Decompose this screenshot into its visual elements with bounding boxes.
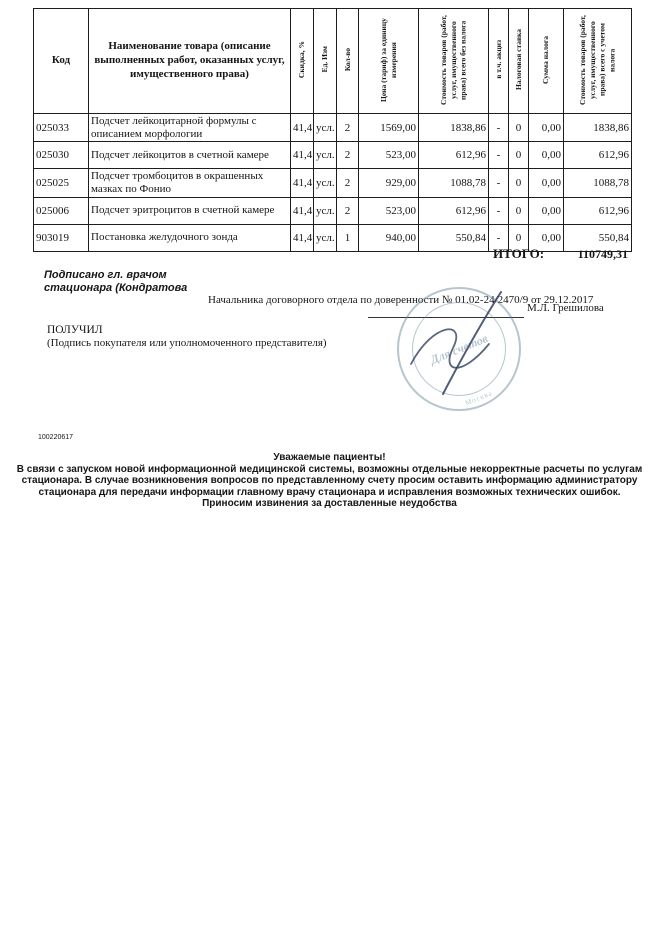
cell-tax-sum: 0,00 xyxy=(529,224,564,251)
header-discount xyxy=(291,9,314,114)
cell-tax-sum: 0,00 xyxy=(529,114,564,142)
cell-name: Подсчет тромбоцитов в окрашенных мазках по Фонио xyxy=(89,169,291,197)
attorney-title: Начальника договорного отдела по доверенности № 01.02-24/2470/9 от 29.12.2017 xyxy=(208,294,594,306)
cell-cost-with-tax: 550,84 xyxy=(564,224,632,251)
cell-unit: усл. xyxy=(314,142,337,169)
cell-tax-rate: 0 xyxy=(509,114,529,142)
cell-unit: усл. xyxy=(314,114,337,142)
cell-qty: 2 xyxy=(337,197,359,224)
cell-name: Постановка желудочного зонда xyxy=(89,224,291,251)
header-cost-no-tax-label: Стоимость товаров (работ, услуг, имущественного права) всего без налога xyxy=(438,14,468,105)
header-tax-sum xyxy=(529,9,564,114)
cell-discount: 41,4 xyxy=(291,197,314,224)
notice-closing: Приносим извинения за доставленные неудобства xyxy=(202,498,457,509)
header-tax-rate xyxy=(509,9,529,114)
header-code: Код xyxy=(34,9,89,114)
table-row xyxy=(34,197,632,224)
cell-qty: 1 xyxy=(337,224,359,251)
received-note: (Подпись покупателя или уполномоченного представителя) xyxy=(47,337,327,349)
cell-tax-sum: 0,00 xyxy=(529,142,564,169)
cell-code: 025033 xyxy=(34,114,89,142)
cell-cost-with-tax: 612,96 xyxy=(564,197,632,224)
header-qty xyxy=(337,9,359,114)
cell-discount: 41,4 xyxy=(291,169,314,197)
cell-cost-no-tax: 612,96 xyxy=(419,142,489,169)
header-discount-label: Скидка, % xyxy=(297,40,307,79)
header-unit-label: Ед. Изм xyxy=(320,46,330,73)
cell-price: 523,00 xyxy=(359,197,419,224)
cell-excise: - xyxy=(489,169,509,197)
cell-code: 025030 xyxy=(34,142,89,169)
header-unit xyxy=(314,9,337,114)
cell-code: 903019 xyxy=(34,224,89,251)
header-excise xyxy=(489,9,509,114)
cell-price: 1569,00 xyxy=(359,114,419,142)
header-price-label: Цена (тариф) за единицу измерения xyxy=(378,17,398,102)
cell-qty: 2 xyxy=(337,114,359,142)
header-name: Наименование товара (описание выполненных работ, оказанных услуг, имущественного права) xyxy=(89,9,291,114)
invoice-table-body xyxy=(34,114,632,252)
cell-cost-with-tax: 1088,78 xyxy=(564,169,632,197)
cell-tax-rate: 0 xyxy=(509,169,529,197)
cell-name: Подсчет лейкоцитов в счетной камере xyxy=(89,142,291,169)
invoice-table xyxy=(33,8,632,252)
total-value: 110749,31 xyxy=(577,247,628,261)
header-qty-label: Кол-во xyxy=(342,47,352,72)
header-price xyxy=(359,9,419,114)
cell-discount: 41,4 xyxy=(291,224,314,251)
stamp-center-text: Для счетов xyxy=(428,330,490,367)
cell-discount: 41,4 xyxy=(291,142,314,169)
header-tax-rate-label: Налоговая ставка xyxy=(513,29,523,90)
cell-tax-sum: 0,00 xyxy=(529,197,564,224)
cell-code: 025006 xyxy=(34,197,89,224)
cell-name: Подсчет эритроцитов в счетной камере xyxy=(89,197,291,224)
cell-cost-with-tax: 1838,86 xyxy=(564,114,632,142)
cell-excise: - xyxy=(489,142,509,169)
signed-by-block xyxy=(44,269,187,294)
round-stamp xyxy=(378,268,539,429)
cell-code: 025025 xyxy=(34,169,89,197)
document-code: 100220617 xyxy=(38,434,74,441)
cell-price: 523,00 xyxy=(359,142,419,169)
cell-discount: 41,4 xyxy=(291,114,314,142)
table-row xyxy=(34,114,632,142)
cell-tax-rate: 0 xyxy=(509,142,529,169)
cell-excise: - xyxy=(489,224,509,251)
cell-tax-sum: 0,00 xyxy=(529,169,564,197)
header-excise-label: в т.ч. акциз xyxy=(493,40,503,79)
stamp-rim-text: Москва xyxy=(464,389,494,408)
total-label: ИТОГО: xyxy=(493,246,545,261)
cell-tax-rate: 0 xyxy=(509,224,529,251)
cell-unit: усл. xyxy=(314,224,337,251)
cell-tax-rate: 0 xyxy=(509,197,529,224)
attorney-name: М.Л. Грешилова xyxy=(527,302,604,314)
cell-excise: - xyxy=(489,114,509,142)
cell-unit: усл. xyxy=(314,169,337,197)
cell-price: 929,00 xyxy=(359,169,419,197)
cell-qty: 2 xyxy=(337,169,359,197)
cell-qty: 2 xyxy=(337,142,359,169)
cell-unit: усл. xyxy=(314,197,337,224)
cell-cost-no-tax: 612,96 xyxy=(419,197,489,224)
notice-body: В связи с запуском новой информационной медицинской системы, возможны отдельные некорректные расчеты по услугам стационара. В случае возникновения вопросов по представленному счету просим оставить информацию администратору стационара для передачи информации главному врачу стационара и исправления возможных технических ошибок. xyxy=(16,463,643,498)
cell-price: 940,00 xyxy=(359,224,419,251)
cell-cost-no-tax: 1838,86 xyxy=(419,114,489,142)
received-label: ПОЛУЧИЛ xyxy=(47,324,103,336)
header-cost-with-tax-label: Стоимость товаров (работ, услуг, имущественного права) всего с учетом налога xyxy=(578,14,617,105)
cell-cost-no-tax: 550,84 xyxy=(419,224,489,251)
patient-notice xyxy=(10,452,649,510)
signed-by-line1: Подписано гл. врачом xyxy=(44,269,167,281)
signed-by-line2: стационара (Кондратова xyxy=(44,281,188,294)
table-row xyxy=(34,169,632,197)
cell-cost-no-tax: 1088,78 xyxy=(419,169,489,197)
header-tax-sum-label: Сумма налога xyxy=(541,35,551,84)
header-cost-with-tax xyxy=(564,9,632,114)
cell-excise: - xyxy=(489,197,509,224)
header-cost-no-tax xyxy=(419,9,489,114)
notice-title: Уважаемые пациенты! xyxy=(273,452,386,463)
invoice-table-header xyxy=(34,9,632,114)
cell-name: Подсчет лейкоцитарной формулы с описанием морфологии xyxy=(89,114,291,142)
cell-cost-with-tax: 612,96 xyxy=(564,142,632,169)
table-row xyxy=(34,142,632,169)
